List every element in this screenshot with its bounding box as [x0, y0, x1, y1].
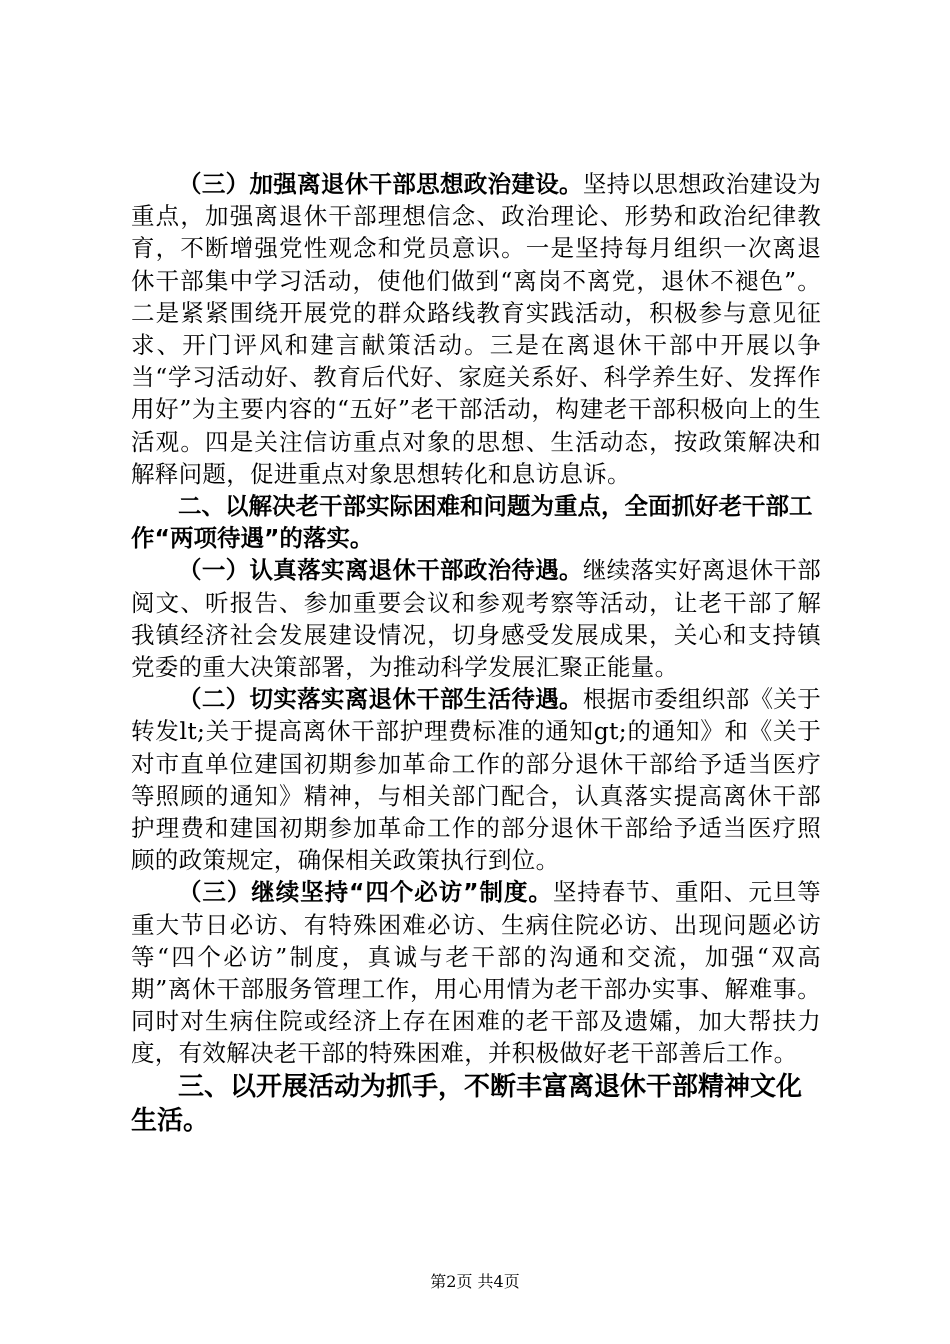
- paragraph-political-treatment: [131, 554, 821, 683]
- paragraph-four-visits: [131, 876, 821, 1069]
- page-number-footer: 第2页 共4页: [430, 1272, 520, 1291]
- paragraph-lead: （二）切实落实离退休干部生活待遇。: [178, 685, 583, 714]
- paragraph-lead: （三）加强离退休干部思想政治建设。: [178, 170, 583, 198]
- paragraph-text: 根据市委组织部《关于转发lt;关于提高离休干部护理费标准的通知gt;的通知》和《关于对市直单位建国初期参加革命工作的部分退休干部给予适当医疗等照顾的通知》精神，与相关部门配合，认真落实提高离休干部护理费和建国初期参加革命工作的部分退休干部给予适当医疗照顾的政策规定，确保相关政策执行到位。: [131, 685, 821, 875]
- paragraph-text: 继续落实好离退休干部阅文、听报告、参加重要会议和参观考察等活动，让老干部了解我镇经济社会发展建设情况，切身感受发展成果，关心和支持镇党委的重大决策部署，为推动科学发展汇聚正能量。: [131, 556, 821, 682]
- paragraph-text: 坚持春节、重阳、元旦等重大节日必访、有特殊困难必访、生病住院必访、出现问题必访等“四个必访”制度，真诚与老干部的沟通和交流，加强“双高期”离休干部服务管理工作，用心用情为老干部办实事、解难事。同时对生病住院或经济上存在困难的老干部及遗孀，加大帮扶力度，有效解决老干部的特殊困难，并积极做好老干部善后工作。: [131, 878, 821, 1068]
- paragraph-lead: （三）继续坚持“四个必访”制度。: [178, 878, 553, 907]
- section-heading-two: 二、以解决老干部实际困难和问题为重点，全面抓好老干部工作“两项待遇”的落实。: [131, 492, 813, 553]
- paragraph-lead: （一）认真落实离退休干部政治待遇。: [178, 556, 583, 585]
- document-body: [131, 168, 821, 1138]
- paragraph-living-treatment: [131, 683, 821, 876]
- paragraph-ideology: [131, 168, 821, 490]
- paragraph-text: 坚持以思想政治建设为重点，加强离退休干部理想信念、政治理论、形势和政治纪律教育，不断增强党性观念和党员意识。一是坚持每月组织一次离退休干部集中学习活动，使他们做到“离岗不离党，退休不褪色”。二是紧紧围绕开展党的群众路线教育实践活动，积极参与意见征求、开门评风和建言献策活动。三是在离退休干部中开展以争当“学习活动好、教育后代好、家庭关系好、科学养生好、发挥作用好”为主要内容的“五好”老干部活动，构建老干部积极向上的生活观。四是关注信访重点对象的思想、生活动态，按政策解决和解释问题，促进重点对象思想转化和息访息诉。: [131, 170, 821, 488]
- section-heading-three: 三、以开展活动为抓手，不断丰富离退休干部精神文化生活。: [131, 1071, 803, 1136]
